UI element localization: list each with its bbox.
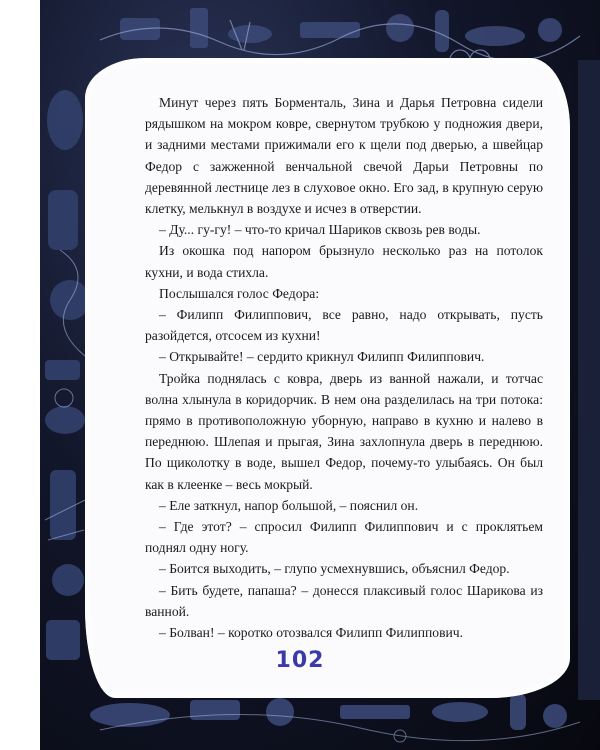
page-number: 102: [275, 648, 325, 673]
paragraph: – Филипп Филиппович, все равно, надо открывать, пусть разойдется, отсосем из кухни!: [145, 307, 543, 344]
paragraph: Минут через пять Борменталь, Зина и Дарья Петровна сидели рядышком на мокром ковре, свернутом трубкою у подножия двери, и задними местами прижимали его к щели под дверью, а швейцар Федор с зажженной венчальной свечой Дарьи Петровны по деревянной лестнице лез в слуховое окно. Его зад, в крупную серую клетку, мелькнул в воздухе и исчез в отверстии.: [145, 95, 543, 217]
paragraph: – Болван! – коротко отозвался Филипп Филиппович.: [159, 625, 464, 641]
body-text: [145, 92, 543, 643]
paragraph: Тройка поднялась с ковра, дверь из ванной нажали, и тотчас волна хлынула в коридорчик. В нем она разделилась на три потока: прямо в противоположную уборную, направо в кухню и налево в переднюю. Шлепая и прыгая, Зина захлопнула дверь в переднюю. По щиколотку в воде, вышел Федор, почему-то улыбаясь. Он был как в клеенке – весь мокрый.: [145, 370, 543, 492]
page-margin: [0, 0, 40, 750]
paragraph: – Открывайте! – сердито крикнул Филипп Филиппович.: [159, 349, 485, 365]
paragraph: Из окошка под напором брызнуло несколько раз на потолок кухни, и вода стихла.: [145, 243, 543, 280]
paragraph: – Еле заткнул, напор большой, – пояснил он.: [159, 497, 419, 513]
paragraph: – Боится выходить, – глупо усмехнувшись, объяснил Федор.: [159, 561, 510, 577]
paragraph: Послышался голос Федора:: [159, 285, 320, 301]
paragraph: – Где этот? – спросил Филипп Филиппович и с проклятьем поднял одну ногу.: [145, 519, 543, 556]
paragraph: – Ду... гу-гу! – что-то кричал Шариков сквозь рев воды.: [159, 222, 481, 238]
paragraph: – Бить будете, папаша? – донесся плаксивый голос Шарикова из ванной.: [145, 582, 543, 619]
